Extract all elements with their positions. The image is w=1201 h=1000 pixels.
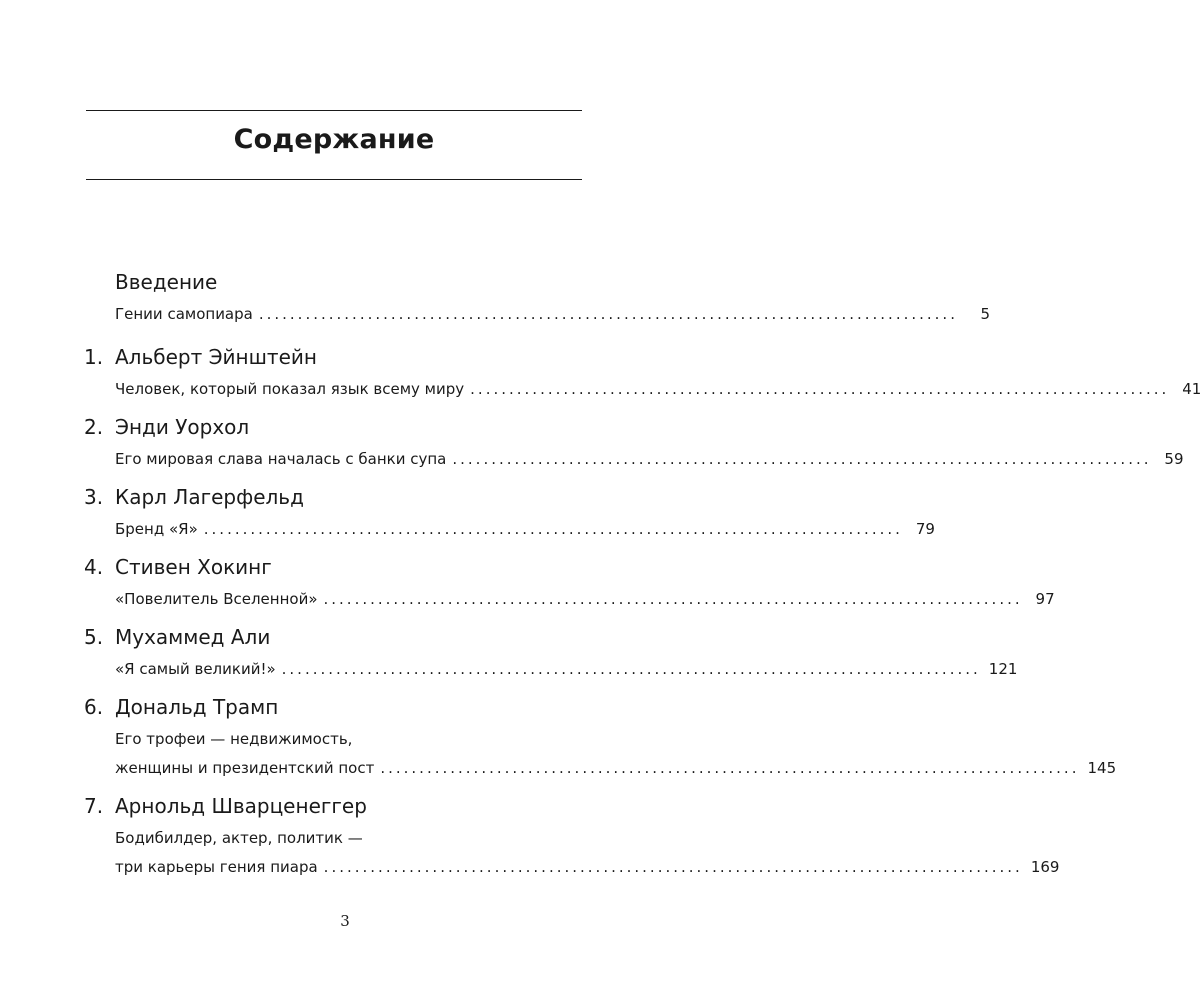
chapter-title: Введение bbox=[115, 270, 218, 294]
chapter-title: Альберт Эйнштейн bbox=[115, 345, 317, 369]
dot-leader: .......................................................................................... bbox=[323, 858, 1023, 876]
page-number: 3 bbox=[340, 912, 350, 930]
chapter-subtitle: Его мировая слава началась с банки супа bbox=[115, 450, 447, 468]
page-ref: 59 bbox=[1164, 450, 1184, 468]
toc-entry-5 bbox=[84, 625, 1018, 684]
chapter-number: 2. bbox=[84, 415, 104, 439]
toc-entry-7 bbox=[84, 794, 1060, 882]
dot-leader: .......................................................................................... bbox=[323, 590, 1023, 608]
table-of-contents bbox=[84, 270, 1201, 882]
chapter-subtitle: Его трофеи — недвижимость, bbox=[115, 730, 353, 748]
toc-entry-1 bbox=[84, 345, 1201, 404]
chapter-number: 3. bbox=[84, 485, 104, 509]
chapter-subtitle: Бренд «Я» bbox=[115, 520, 198, 538]
chapter-title: Дональд Трамп bbox=[115, 695, 279, 719]
top-rule bbox=[86, 110, 582, 111]
chapter-number: 6. bbox=[84, 695, 104, 719]
toc-entry-2 bbox=[84, 415, 1184, 474]
toc-entry-6 bbox=[84, 695, 1117, 783]
dot-leader: .......................................................................................... bbox=[258, 305, 958, 323]
chapter-number: 7. bbox=[84, 794, 104, 818]
page-ref: 97 bbox=[1035, 590, 1055, 608]
chapter-title: Арнольд Шварценеггер bbox=[115, 794, 367, 818]
page-title: Содержание bbox=[233, 124, 435, 155]
toc-entry-4 bbox=[84, 555, 1055, 614]
page-ref: 169 bbox=[1030, 858, 1060, 876]
page-ref: 79 bbox=[915, 520, 935, 538]
chapter-number: 5. bbox=[84, 625, 104, 649]
chapter-title: Карл Лагерфельд bbox=[115, 485, 304, 509]
chapter-subtitle: «Повелитель Вселенной» bbox=[115, 590, 318, 608]
bottom-rule bbox=[86, 179, 582, 180]
page-ref: 145 bbox=[1087, 759, 1117, 777]
toc-entry-3 bbox=[84, 485, 935, 544]
dot-leader: .......................................................................................... bbox=[380, 759, 1080, 777]
page-ref: 121 bbox=[988, 660, 1018, 678]
chapter-subtitle: Гении самопиара bbox=[115, 305, 253, 323]
chapter-subtitle: Человек, который показал язык всему миру bbox=[115, 380, 465, 398]
chapter-subtitle: Бодибилдер, актер, политик — bbox=[115, 829, 363, 847]
dot-leader: .......................................................................................... bbox=[203, 520, 903, 538]
chapter-number: 1. bbox=[84, 345, 104, 369]
toc-entry-intro bbox=[84, 270, 990, 329]
chapter-subtitle: «Я самый великий!» bbox=[115, 660, 276, 678]
chapter-subtitle: три карьеры гения пиара bbox=[115, 858, 318, 876]
chapter-title: Энди Уорхол bbox=[115, 415, 250, 439]
chapter-subtitle: женщины и президентский пост bbox=[115, 759, 375, 777]
page-ref: 41 bbox=[1182, 380, 1201, 398]
dot-leader: .......................................................................................... bbox=[281, 660, 981, 678]
dot-leader: .......................................................................................... bbox=[452, 450, 1152, 468]
dot-leader: .......................................................................................... bbox=[470, 380, 1170, 398]
chapter-number: 4. bbox=[84, 555, 104, 579]
chapter-title: Мухаммед Али bbox=[115, 625, 271, 649]
chapter-title: Стивен Хокинг bbox=[115, 555, 272, 579]
page-ref: 5 bbox=[980, 305, 990, 323]
